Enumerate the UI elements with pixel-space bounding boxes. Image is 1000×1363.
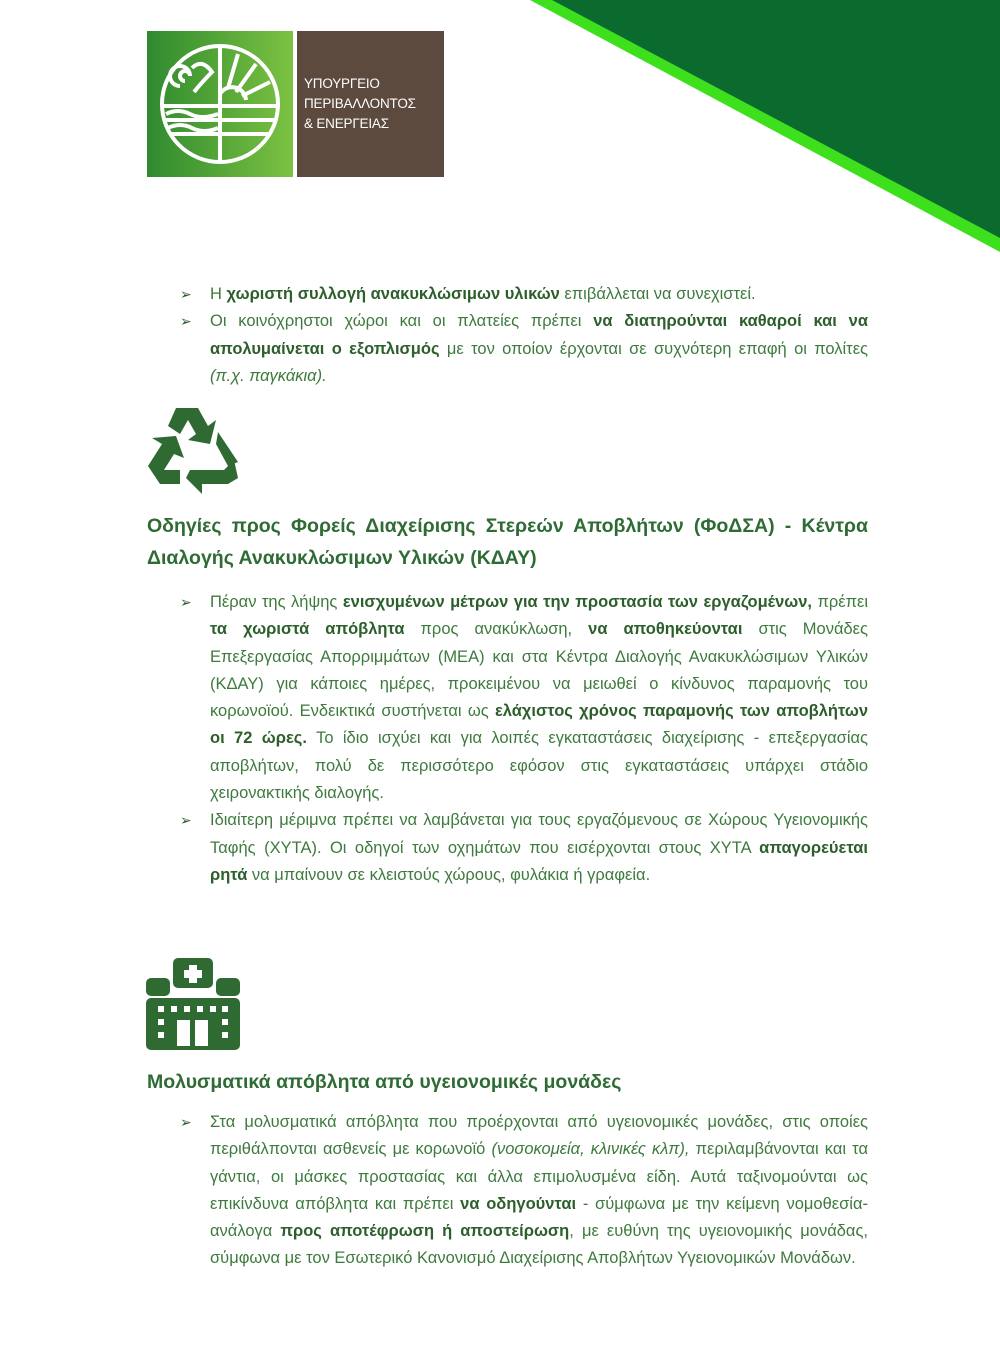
emphasized-text: να οδηγούνται (460, 1194, 577, 1213)
body-text: με τον οποίον έρχονται σε συχνότερη επαφή οι πολίτες (439, 339, 869, 358)
body-text: προς ανακύκλωση, (404, 620, 589, 639)
arrow-bullet-icon: ➢ (180, 1114, 192, 1130)
arrow-bullet-icon: ➢ (180, 286, 192, 302)
list-item (180, 807, 868, 889)
body-text: Το ίδιο ισχύει και για λοιπές εγκαταστάσεις διαχείρισης - επεξεργασίας αποβλήτων, πολύ δε περισσότερο εφόσον στις εγκαταστάσεις υπάρχει στάδιο χειρονακτικής διαλογής. (210, 729, 868, 803)
logo-line: ΠΕΡΙΒΑΛΛΟΝΤΟΣ (304, 96, 416, 111)
emphasized-text: να αποθηκεύονται (588, 620, 743, 639)
hospital-icon (146, 958, 240, 1050)
body-text: - σύμφωνα με την κείμενη νομοθεσία- ανάλογα (210, 1194, 869, 1241)
emphasized-text: να διατηρούνται καθαροί και να απολυμαίνεται ο εξοπλισμός (210, 312, 868, 358)
emphasized-text: τα χωριστά απόβλητα (210, 620, 405, 639)
emphasized-text: ελάχιστος χρόνος παραμονής των αποβλήτων οι 72 ώρες. (210, 702, 868, 748)
list-item (180, 1109, 868, 1273)
arrow-bullet-icon: ➢ (180, 812, 192, 829)
arrow-bullet-icon: ➢ (180, 313, 192, 330)
bullet-list-medical-waste (180, 1109, 868, 1273)
body-text: Πέραν της λήψης (210, 593, 343, 611)
body-text: Στα μολυσματικά απόβλητα που προέρχονται από υγειονομικές μονάδες, στις οποίες περιθάλπονται ασθενείς με κορωνοϊό (210, 1113, 868, 1159)
body-text: Η (210, 285, 227, 303)
emphasized-text: χωριστή συλλογή ανακυκλώσιμων υλικών (226, 285, 560, 303)
emphasized-text: απαγορεύεται ρητά (210, 838, 868, 884)
ministry-logo (147, 31, 444, 177)
logo-line: ΥΠΟΥΡΓΕΙΟ (304, 76, 380, 91)
emphasized-text: (π.χ. παγκάκια). (210, 366, 327, 385)
emphasized-text: προς αποτέφρωση ή αποστείρωση (280, 1222, 570, 1241)
body-text: , με ευθύνη της υγειονομικής μονάδας, σύμφωνα με τον Εσωτερικό Κανονισμό Διαχείρισης Αποβλήτων Υγειονομικών Μονάδων. (210, 1222, 868, 1268)
logo-emblem-icon (147, 31, 293, 177)
bullet-list-general (180, 281, 868, 390)
logo-line: & ΕΝΕΡΓΕΙΑΣ (304, 116, 389, 131)
body-text: Ιδιαίτερη μέριμνα πρέπει να λαμβάνεται για τους εργαζόμενους σε Χώρους Υγειονομικής Ταφής (ΧΥΤΑ). Οι οδηγοί των οχημάτων που εισέρχονται στους ΧΥΤΑ (210, 811, 868, 857)
emphasized-text: ενισχυμένων μέτρων για την προστασία των εργαζομένων, (342, 593, 812, 611)
body-text: στις Μονάδες Επεξεργασίας Απορριμμάτων (ΜΕΑ) και στα Κέντρα Διαλογής Ανακυκλώσιμων Υλικών (ΚΔΑΥ) για κάποιες ημέρες, προκειμένου να μειωθεί ο κίνδυνος παραμονής του κορωνοϊού. Ενδεικτικά συστήνεται ως (210, 620, 868, 721)
emphasized-text: (νοσοκομεία, κλινικές κλπ), (491, 1140, 690, 1159)
logo-text (297, 31, 444, 177)
body-text: πρέπει (811, 593, 868, 611)
recycle-icon (146, 404, 240, 494)
bullet-list-fodsa (180, 589, 868, 889)
list-item (180, 308, 868, 390)
arrow-bullet-icon: ➢ (180, 594, 192, 610)
section-heading-fodsa: Οδηγίες προς Φορείς Διαχείρισης Στερεών Αποβλήτων (ΦοΔΣΑ) - Κέντρα Διαλογής Ανακυκλώσιμων Υλικών (ΚΔΑΥ) (147, 515, 868, 569)
list-item (180, 589, 868, 807)
corner-decoration (530, 0, 1000, 260)
body-text: περιλαμβάνονται και τα γάντια, οι μάσκες προστασίας και άλλα επιμολυσμένα είδη. Αυτά ταξινομούνται ως επικίνδυνα απόβλητα και πρέπει (210, 1140, 868, 1213)
body-text: Οι κοινόχρηστοι χώροι και οι πλατείες πρέπει (210, 312, 594, 331)
section-heading-medical-waste: Μολυσματικά απόβλητα από υγειονομικές μονάδες (147, 1071, 622, 1093)
body-text: να μπαίνουν σε κλειστούς χώρους, φυλάκια ή γραφεία. (247, 865, 651, 884)
body-text: επιβάλλεται να συνεχιστεί. (559, 285, 756, 303)
list-item (180, 281, 868, 308)
